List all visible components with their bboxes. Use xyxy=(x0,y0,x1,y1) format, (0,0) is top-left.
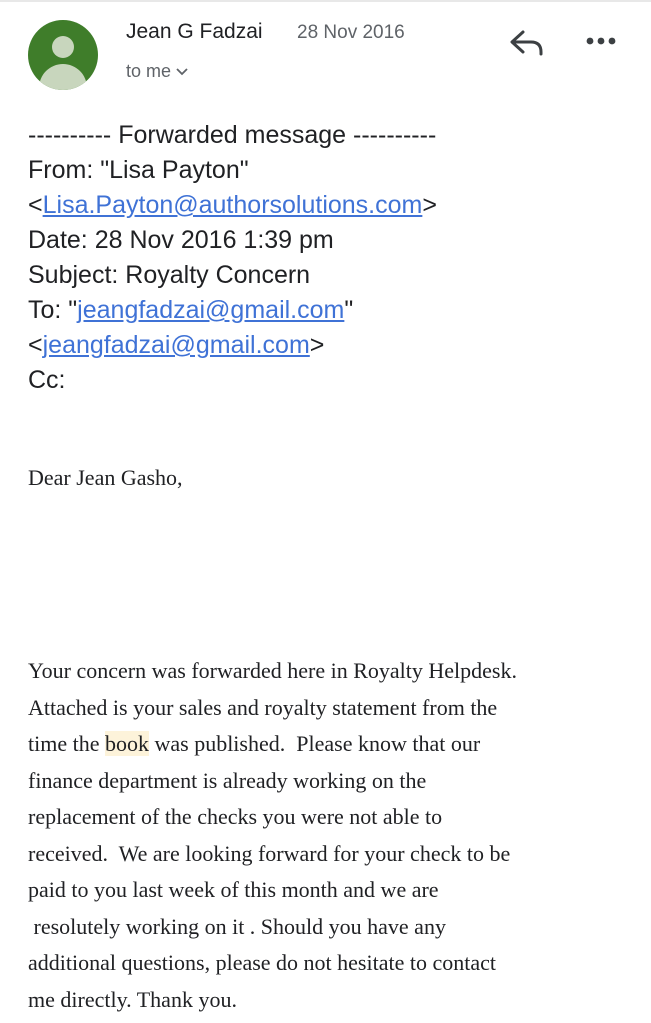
message-line: me directly. Thank you. xyxy=(28,986,237,1012)
from-line: From: "Lisa Payton" xyxy=(28,156,249,184)
date-line: Date: 28 Nov 2016 1:39 pm xyxy=(28,226,334,254)
message-paragraph xyxy=(28,653,628,1018)
cc-line: Cc: xyxy=(28,366,66,394)
message-line-highlight xyxy=(28,726,628,763)
message-line: paid to you last week of this month and we are xyxy=(28,877,439,902)
to-email-open: < xyxy=(28,331,43,359)
message-line: resolutely working on it . Should you have any xyxy=(28,913,446,939)
sender-avatar[interactable] xyxy=(28,20,98,90)
message-line: additional questions, please do not hesitate to contact xyxy=(28,950,496,975)
from-email-link[interactable]: Lisa.Payton@authorsolutions.com xyxy=(42,191,423,219)
line-text-before: time the xyxy=(28,731,105,756)
line-text-after: was published. Please know that our xyxy=(148,731,481,756)
avatar-head-shape xyxy=(52,36,74,58)
to-email-link-2[interactable]: jeangfadzai@gmail.com xyxy=(42,331,310,359)
message-line: finance department is already working on the xyxy=(28,767,427,793)
top-divider xyxy=(0,0,651,2)
to-email-line xyxy=(28,328,628,363)
to-email-link[interactable]: jeangfadzai@gmail.com xyxy=(77,296,345,324)
more-options-icon[interactable] xyxy=(582,30,622,52)
message-line: Your concern was forwarded here in Royalty Helpdesk. xyxy=(28,658,517,683)
message-line: received. We are looking forward for your check to be xyxy=(28,840,511,866)
forwarded-heading: ---------- Forwarded message ---------- xyxy=(28,121,437,149)
from-email-close: > xyxy=(422,191,437,219)
to-prefix: To: " xyxy=(28,296,78,324)
to-email-close: > xyxy=(309,331,325,359)
highlighted-word[interactable]: book xyxy=(104,731,149,756)
from-email-open: < xyxy=(28,191,43,219)
message-line: Attached is your sales and royalty statement from the xyxy=(28,694,498,720)
to-line xyxy=(28,293,628,328)
message-line: replacement of the checks you were not able to xyxy=(28,804,443,829)
recipient-label: to me xyxy=(126,61,172,81)
reply-icon[interactable] xyxy=(505,26,547,58)
avatar-body-shape xyxy=(39,64,87,90)
greeting: Dear Jean Gasho, xyxy=(28,465,183,490)
to-suffix: " xyxy=(344,296,354,324)
chevron-down-icon xyxy=(175,61,189,81)
sender-name: Jean G Fadzai xyxy=(126,20,263,43)
from-email-line xyxy=(28,188,628,223)
forwarded-header xyxy=(28,118,628,398)
email-date: 28 Nov 2016 xyxy=(297,22,405,43)
recipient-details-toggle[interactable] xyxy=(126,61,189,82)
subject-line: Subject: Royalty Concern xyxy=(28,261,311,289)
